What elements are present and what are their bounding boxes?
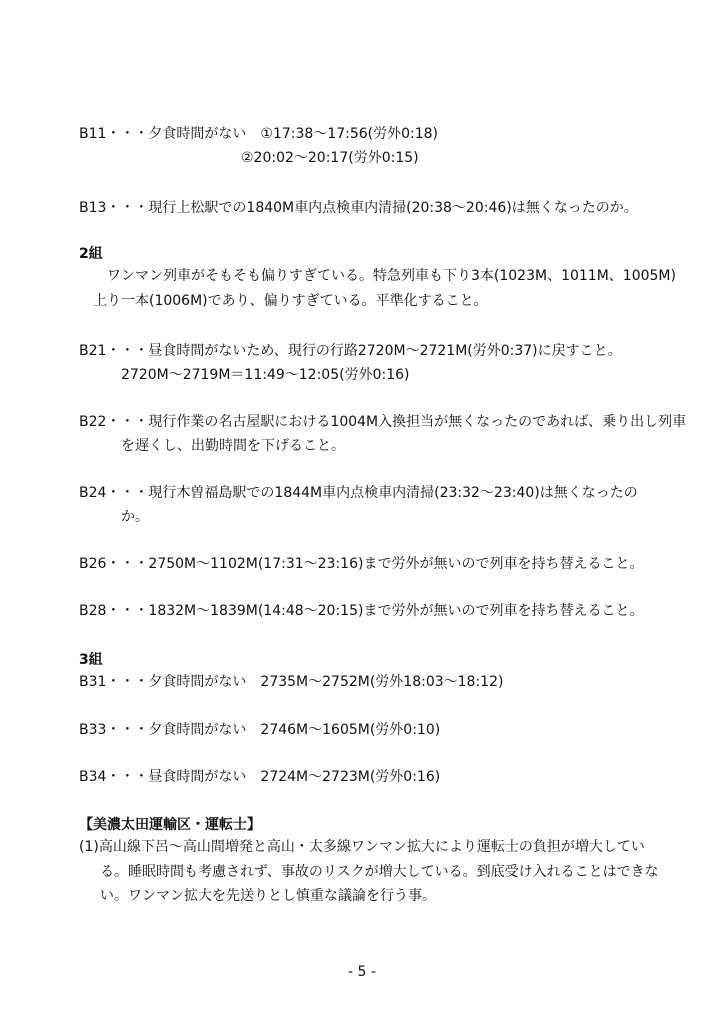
text-line-b11-cont: ②20:02～20:17(労外0:15) xyxy=(241,150,419,166)
text-line-b21-cont: 2720M～2719M＝11:49～12:05(労外0:16) xyxy=(121,367,410,383)
text-line-item-1-cont-2: い。ワンマン拡大を先送りとし慎重な議論を行う事。 xyxy=(100,888,436,904)
section-heading-3: 3組 xyxy=(79,652,103,668)
text-line-b24-cont: か。 xyxy=(121,509,149,525)
text-line-b34: B34・・・昼食時間がない 2724M～2723M(労外0:16) xyxy=(79,769,441,785)
text-line-b22: B22・・・現行作業の名古屋駅における1004M入換担当が無くなったのであれば、乗り出し列車 xyxy=(79,414,687,430)
text-line-b26: B26・・・2750M～1102M(17:31～23:16)まで労外が無いので列車を持ち替えること。 xyxy=(79,556,644,572)
text-line-paragraph-1: ワンマン列車がそもそも偏りすぎている。特急列車も下り3本(1023M、1011M、1005M) xyxy=(107,268,676,284)
text-line-b24: B24・・・現行木曽福島駅での1844M車内点検車内清掃(23:32～23:40)は無くなったの xyxy=(79,485,638,501)
text-line-item-1-cont-1: る。睡眠時間も考慮されず、事故のリスクが増大している。到底受け入れることはできな xyxy=(100,864,659,880)
text-line-item-1: (1)高山線下呂～高山間増発と高山・太多線ワンマン拡大により運転士の負担が増大してい xyxy=(79,839,645,855)
text-line-b31: B31・・・夕食時間がない 2735M～2752M(労外18:03～18:12) xyxy=(79,674,504,690)
text-line-b21: B21・・・昼食時間がないため、現行の行路2720M～2721M(労外0:37)に戻すこと。 xyxy=(79,343,622,359)
section-heading-mino-ota: 【美濃太田運輸区・運転士】 xyxy=(79,817,261,833)
page-number: - 5 - xyxy=(348,964,376,980)
section-heading-2: 2組 xyxy=(79,246,103,262)
text-line-paragraph-2: 上り一本(1006M)であり、偏りすぎている。平準化すること。 xyxy=(93,293,488,309)
text-line-b11: B11・・・夕食時間がない ①17:38～17:56(労外0:18) xyxy=(79,126,439,142)
text-line-b13: B13・・・現行上松駅での1840M車内点検車内清掃(20:38～20:46)は無くなったのか。 xyxy=(79,200,638,216)
text-line-b28: B28・・・1832M～1839M(14:48～20:15)まで労外が無いので列車を持ち替えること。 xyxy=(79,603,644,619)
text-line-b33: B33・・・夕食時間がない 2746M～1605M(労外0:10) xyxy=(79,722,441,738)
text-line-b22-cont: を遅くし、出勤時間を下げること。 xyxy=(121,438,345,454)
